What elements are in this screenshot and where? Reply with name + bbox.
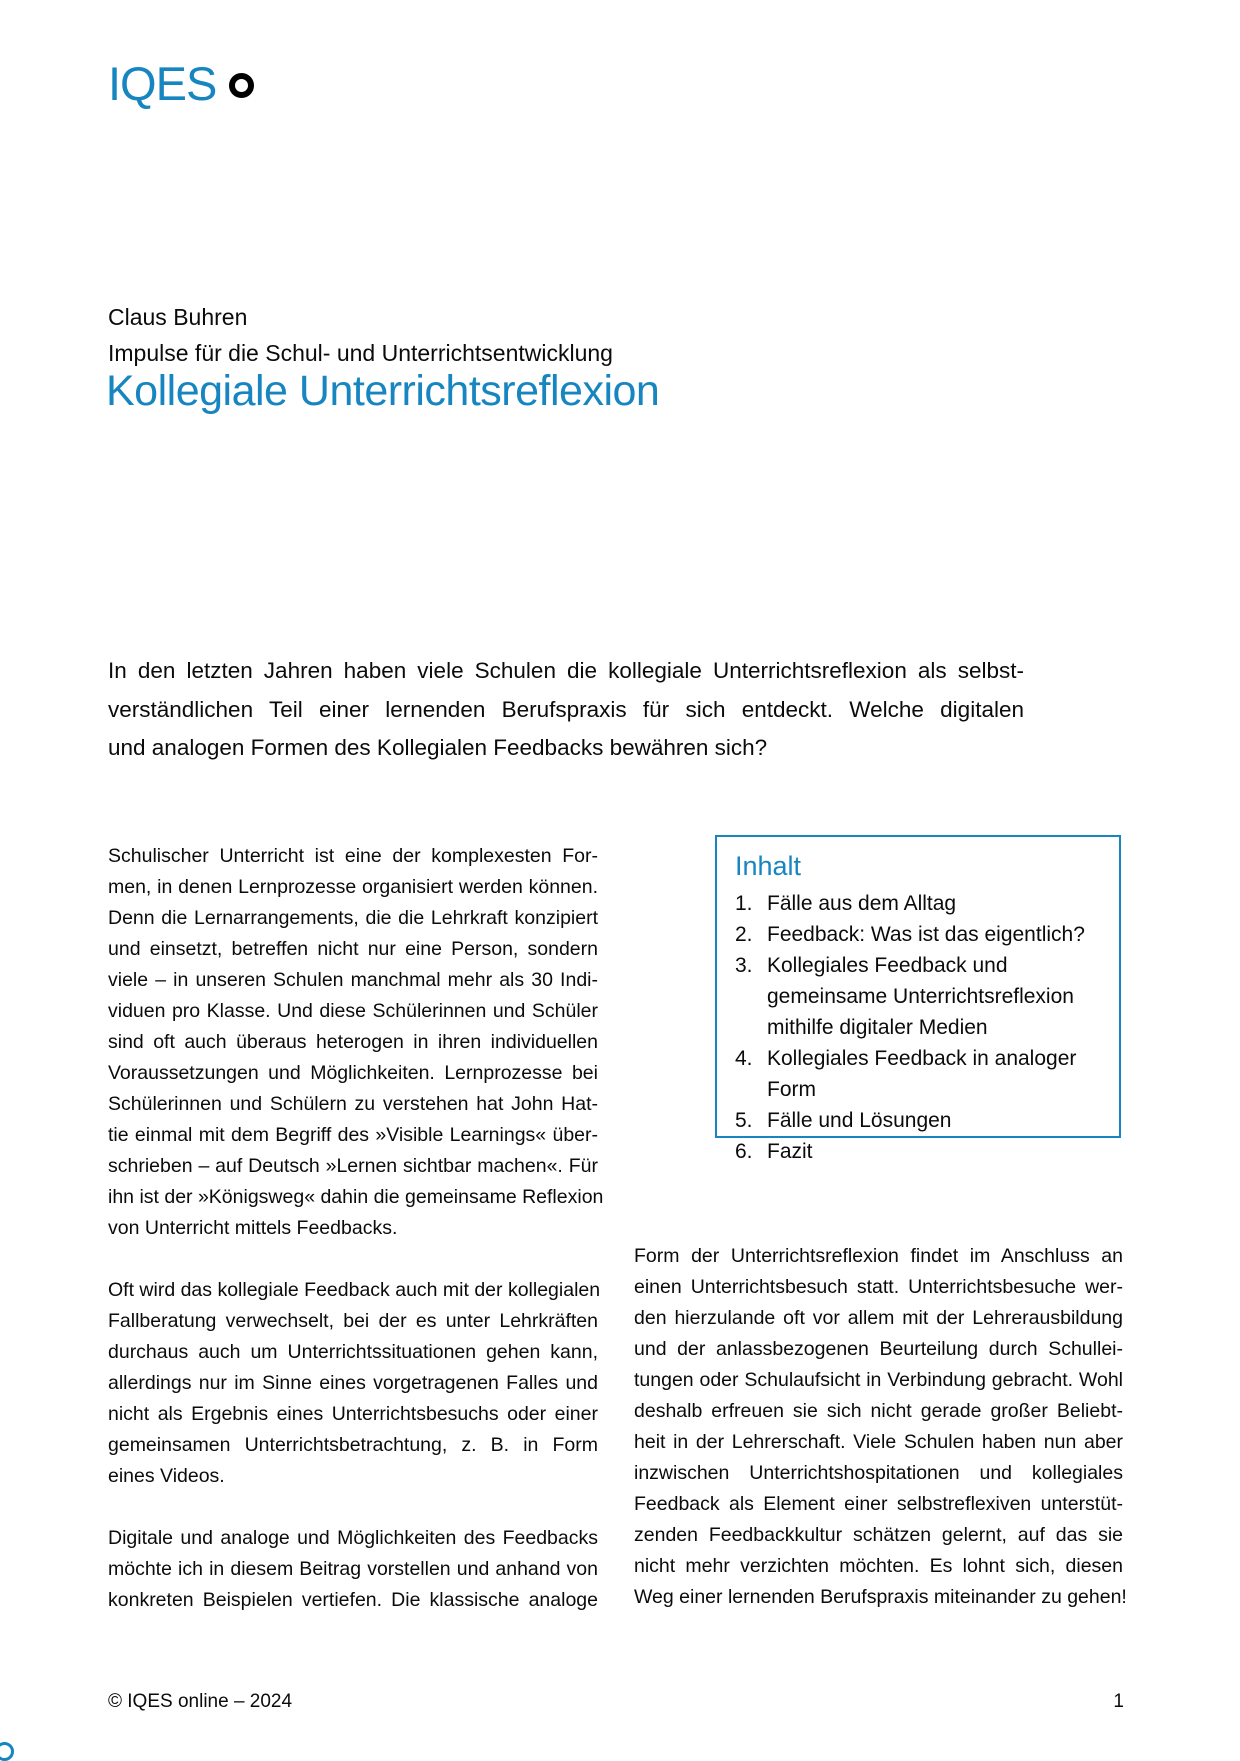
logo-text: IQES — [108, 57, 217, 110]
footer — [108, 1690, 1124, 1714]
toc-item — [735, 950, 1105, 1043]
logo-circle-icon — [229, 73, 254, 98]
series-subtitle: Impulse für die Schul- und Unterrichtsentwicklung — [108, 340, 613, 366]
toc-item-number: 4. — [735, 1047, 753, 1070]
toc-item — [735, 919, 1105, 950]
toc-item-text: Feedback: Was ist das eigentlich? — [767, 923, 1085, 946]
toc-item-text: Fälle und Lösungen — [767, 1109, 952, 1132]
body-right-column — [634, 835, 1127, 1613]
toc-item — [735, 1043, 1105, 1105]
toc-item-text: Kollegiales Feedback in analoger Form — [767, 1047, 1077, 1101]
paragraph-4: Form der Unterrichtsreflexion findet im Anschluss an einen Unterrichtsbesuch statt. Unterrichtsbesuche wer- den hierzulande oft vor allem mit der Lehrerausbildung und der anlassbezogenen Beurteilung durch Schullei- tungen oder Schulaufsicht in Verbindung gebracht. Wohl deshalb erfreuen sie sich nicht gerade großer Beliebt- heit in der Lehrerschaft. Viele Schulen haben nun aber inzwischen Unterrichtshospitationen und kollegiales Feedback als Element einer selbstreflexiven unterstüt- zenden Feedbackkultur schätzen gelernt, auf das sie nicht mehr verzichten möchten. Es lohnt sich, diesen Weg einer lernenden Berufspraxis miteinander zu gehen! — [634, 1245, 1127, 1608]
toc-item-number: 5. — [735, 1109, 753, 1132]
toc-title: Inhalt — [735, 851, 802, 881]
corner-mark — [0, 1742, 14, 1761]
footer-page-number: 1 — [1113, 1691, 1124, 1712]
paragraph-2: Oft wird das kollegiale Feedback auch mit der kollegialen Fallberatung verwechselt, bei der es unter Lehrkräften durchaus auch um Unterrichtssituationen gehen kann, allerdings nur im Sinne eines vorgetragenen Falles und nicht als Ergebnis eines Unterrichtsbesuchs oder einer gemeinsamen Unterrichtsbetrachtung, z. B. in Form eines Videos. — [108, 1279, 601, 1487]
page-title: Kollegiale Unterrichtsreflexion — [106, 367, 660, 415]
logo — [108, 57, 254, 110]
toc-item — [735, 1105, 1105, 1136]
toc-item — [735, 1136, 1105, 1167]
author-block — [108, 299, 613, 371]
footer-copyright: © IQES online – 2024 — [108, 1691, 293, 1712]
body-left-column — [108, 841, 604, 1616]
toc-item-text: Fazit — [767, 1140, 813, 1163]
toc-item-number: 6. — [735, 1140, 753, 1163]
paragraph-1: Schulischer Unterricht ist eine der komplexesten For- men, in denen Lernprozesse organisiert werden können. Denn die Lernarrangements, die die Lehrkraft konzipiert und einsetzt, betreffen nicht nur eine Person, sondern viele – in unseren Schulen manchmal mehr als 30 Indi- viduen pro Klasse. Und diese Schülerinnen und Schüler sind oft auch überaus heterogen in ihren individuellen Voraussetzungen und Möglichkeiten. Lernprozesse bei Schülerinnen und Schülern zu verstehen hat John Hat- tie einmal mit dem Begriff des »Visible Learnings« über- schrieben – auf Deutsch »Lernen sichtbar machen«. Für ihn ist der »Königsweg« dahin die gemeinsame Reflexion von Unterricht mittels Feedbacks. — [108, 845, 604, 1239]
author-name: Claus Buhren — [108, 304, 248, 330]
toc-item-text: Fälle aus dem Alltag — [767, 892, 957, 915]
toc-item — [735, 888, 1105, 919]
paragraph-3: Digitale und analoge und Möglichkeiten des Feedbacks möchte ich in diesem Beitrag vorstellen und anhand von konkreten Beispielen vertiefen. Die klassische analoge — [108, 1527, 598, 1611]
toc-item-text: Kollegiales Feedback und gemeinsame Unterrichtsreflexion mithilfe digitaler Medien — [767, 954, 1074, 1039]
toc-item-number: 3. — [735, 954, 753, 977]
toc-box — [715, 835, 1121, 1163]
toc-item-number: 2. — [735, 923, 753, 946]
toc-item-number: 1. — [735, 892, 753, 915]
intro-paragraph: In den letzten Jahren haben viele Schulen die kollegiale Unterrichtsreflexion als selbst- verständlichen Teil einer lernenden Berufspraxis für sich entdeckt. Welche digitalen und analogen Formen des Kollegialen Feedbacks bewähren sich? — [108, 658, 1024, 760]
